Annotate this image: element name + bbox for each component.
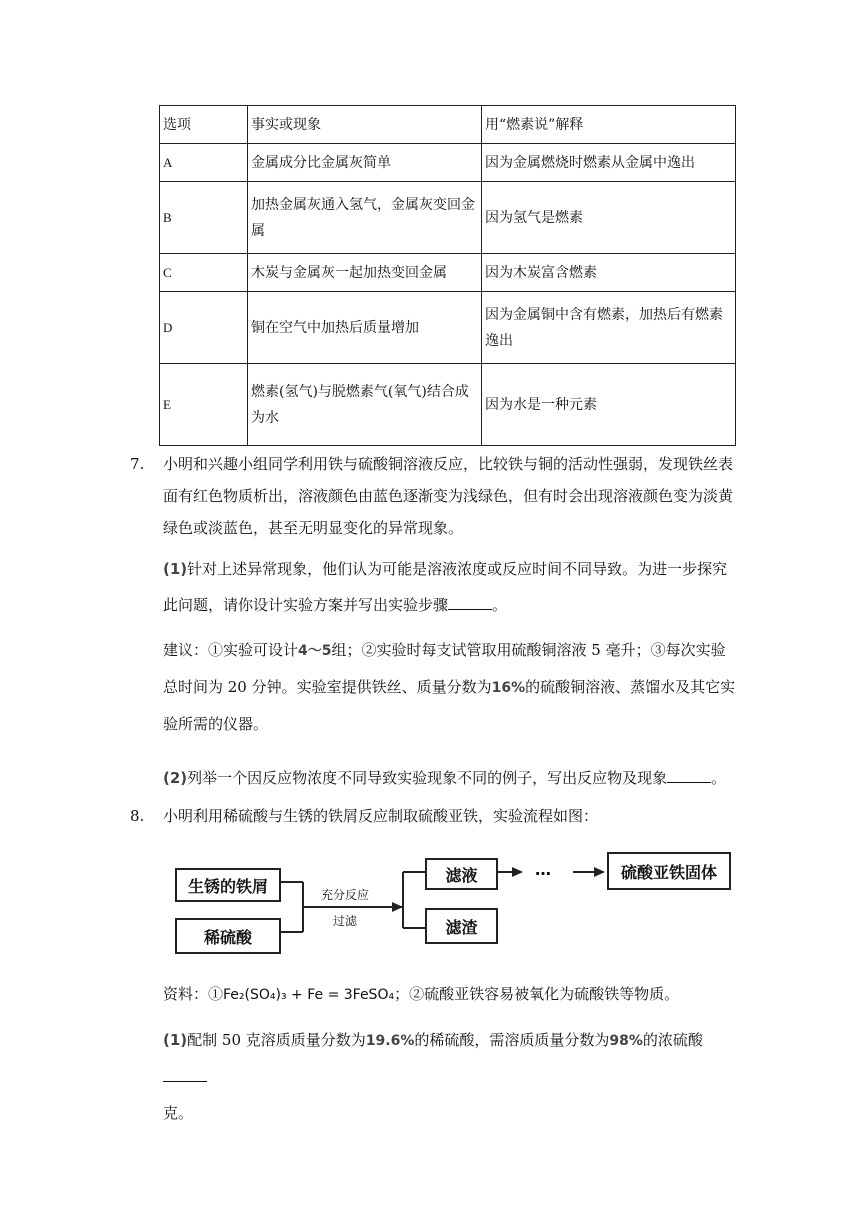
table-cell: D	[160, 292, 248, 364]
q8-materials	[163, 976, 737, 1013]
answer-blank[interactable]	[163, 1069, 207, 1082]
question-7	[130, 448, 736, 544]
flow-step-filter: 过滤	[333, 914, 358, 928]
flow-ellipsis: …	[535, 860, 551, 879]
part-label: (1)	[163, 1031, 188, 1049]
table-cell: 铜在空气中加热后质量增加	[248, 292, 482, 364]
flow-input-dilute-acid: 稀硫酸	[175, 918, 281, 954]
materials-label: 资料：①	[163, 985, 224, 1003]
table-header-cell: 事实或现象	[248, 106, 482, 144]
unit-text: 克。	[163, 1104, 194, 1122]
table-cell: 木炭与金属灰一起加热变回金属	[248, 254, 482, 292]
flow-filtrate: 滤液	[425, 858, 498, 890]
part-label: (2)	[163, 769, 188, 787]
table-cell: 加热金属灰通入氢气，金属灰变回金属	[248, 182, 482, 254]
question-number: 8.	[130, 807, 145, 825]
table-cell: 金属成分比金属灰简单	[248, 144, 482, 182]
question-text: 小明和兴趣小组同学利用铁与硫酸铜溶液反应，比较铁与铜的活动性强弱，发现铁丝表面有红色物质析出，溶液颜色由蓝色逐渐变为浅绿色，但有时会出现溶液颜色变为淡黄绿色或淡蓝色，甚至无明显变化的异常现象。	[163, 455, 734, 537]
part-text: 的浓硫酸	[642, 1031, 703, 1049]
hint-text: 建议：①实验可设计	[163, 641, 299, 659]
table-header-cell: 选项	[160, 106, 248, 144]
part-text: 列举一个因反应物浓度不同导致实验现象不同的例子，写出反应物及现象	[187, 769, 668, 787]
percent-value: 19.6%	[365, 1033, 415, 1049]
flow-input-rusty-iron: 生锈的铁屑	[175, 868, 281, 902]
hint-text: 的硫酸铜溶液、蒸馏水及其它实验所需的仪器。	[163, 678, 736, 733]
answer-blank[interactable]	[448, 597, 492, 610]
table-row	[160, 182, 736, 254]
question-number: 7.	[130, 455, 145, 473]
punctuation: 。	[711, 769, 727, 787]
process-flowchart	[163, 846, 743, 964]
table-cell: 因为金属燃烧时燃素从金属中逸出	[482, 144, 736, 182]
q7-part-2	[163, 760, 737, 796]
table-cell: 燃素(氢气)与脱燃素气(氧气)结合成为水	[248, 364, 482, 446]
table-cell: 因为氢气是燃素	[482, 182, 736, 254]
hint-number: 16%	[491, 680, 526, 696]
part-text: 的稀硫酸，需溶质质量分数为	[414, 1031, 610, 1049]
table-cell: C	[160, 254, 248, 292]
q8-part-1	[163, 1022, 737, 1131]
part-text: 配制 50 克溶质质量分数为	[187, 1031, 366, 1049]
answer-blank[interactable]	[667, 770, 711, 783]
table-header-row	[160, 106, 736, 144]
table-cell: B	[160, 182, 248, 254]
table-row	[160, 254, 736, 292]
materials-text: ；②硫酸亚铁容易被氧化为硫酸铁等物质。	[394, 985, 680, 1003]
table-cell: 因为木炭富含燃素	[482, 254, 736, 292]
part-text: 针对上述异常现象，他们认为可能是溶液浓度或反应时间不同导致。为进一步探究此问题，请你设计实验方案并写出实验步骤	[163, 560, 728, 614]
table-row	[160, 144, 736, 182]
chemical-equation: Fe₂(SO₄)₃ + Fe = 3FeSO₄	[223, 987, 395, 1003]
flow-product: 硫酸亚铁固体	[607, 852, 731, 890]
table-row	[160, 292, 736, 364]
table-cell: 因为金属铜中含有燃素，加热后有燃素逸出	[482, 292, 736, 364]
hint-number: 4～5	[298, 643, 332, 659]
punctuation: 。	[492, 596, 508, 614]
percent-value: 98%	[609, 1033, 643, 1049]
table-cell: E	[160, 364, 248, 446]
flow-residue: 滤渣	[425, 908, 498, 944]
question-text: 小明利用稀硫酸与生锈的铁屑反应制取硫酸亚铁，实验流程如图：	[163, 807, 599, 825]
table-header-cell: 用“燃素说”解释	[482, 106, 736, 144]
table-cell: A	[160, 144, 248, 182]
part-label: (1)	[163, 560, 188, 578]
q7-part-1	[163, 551, 737, 623]
phlogiston-table	[159, 105, 736, 446]
table-cell: 因为水是一种元素	[482, 364, 736, 446]
question-8	[130, 800, 736, 832]
q7-hint	[163, 632, 737, 742]
table-row	[160, 364, 736, 446]
hint-text: 组；②实验时每支试管取用硫酸铜溶液 5 毫升；③每次实验总时间为 20 分钟。实验室提供铁丝、质量分数为	[163, 641, 726, 696]
flow-step-react: 充分反应	[321, 888, 370, 902]
